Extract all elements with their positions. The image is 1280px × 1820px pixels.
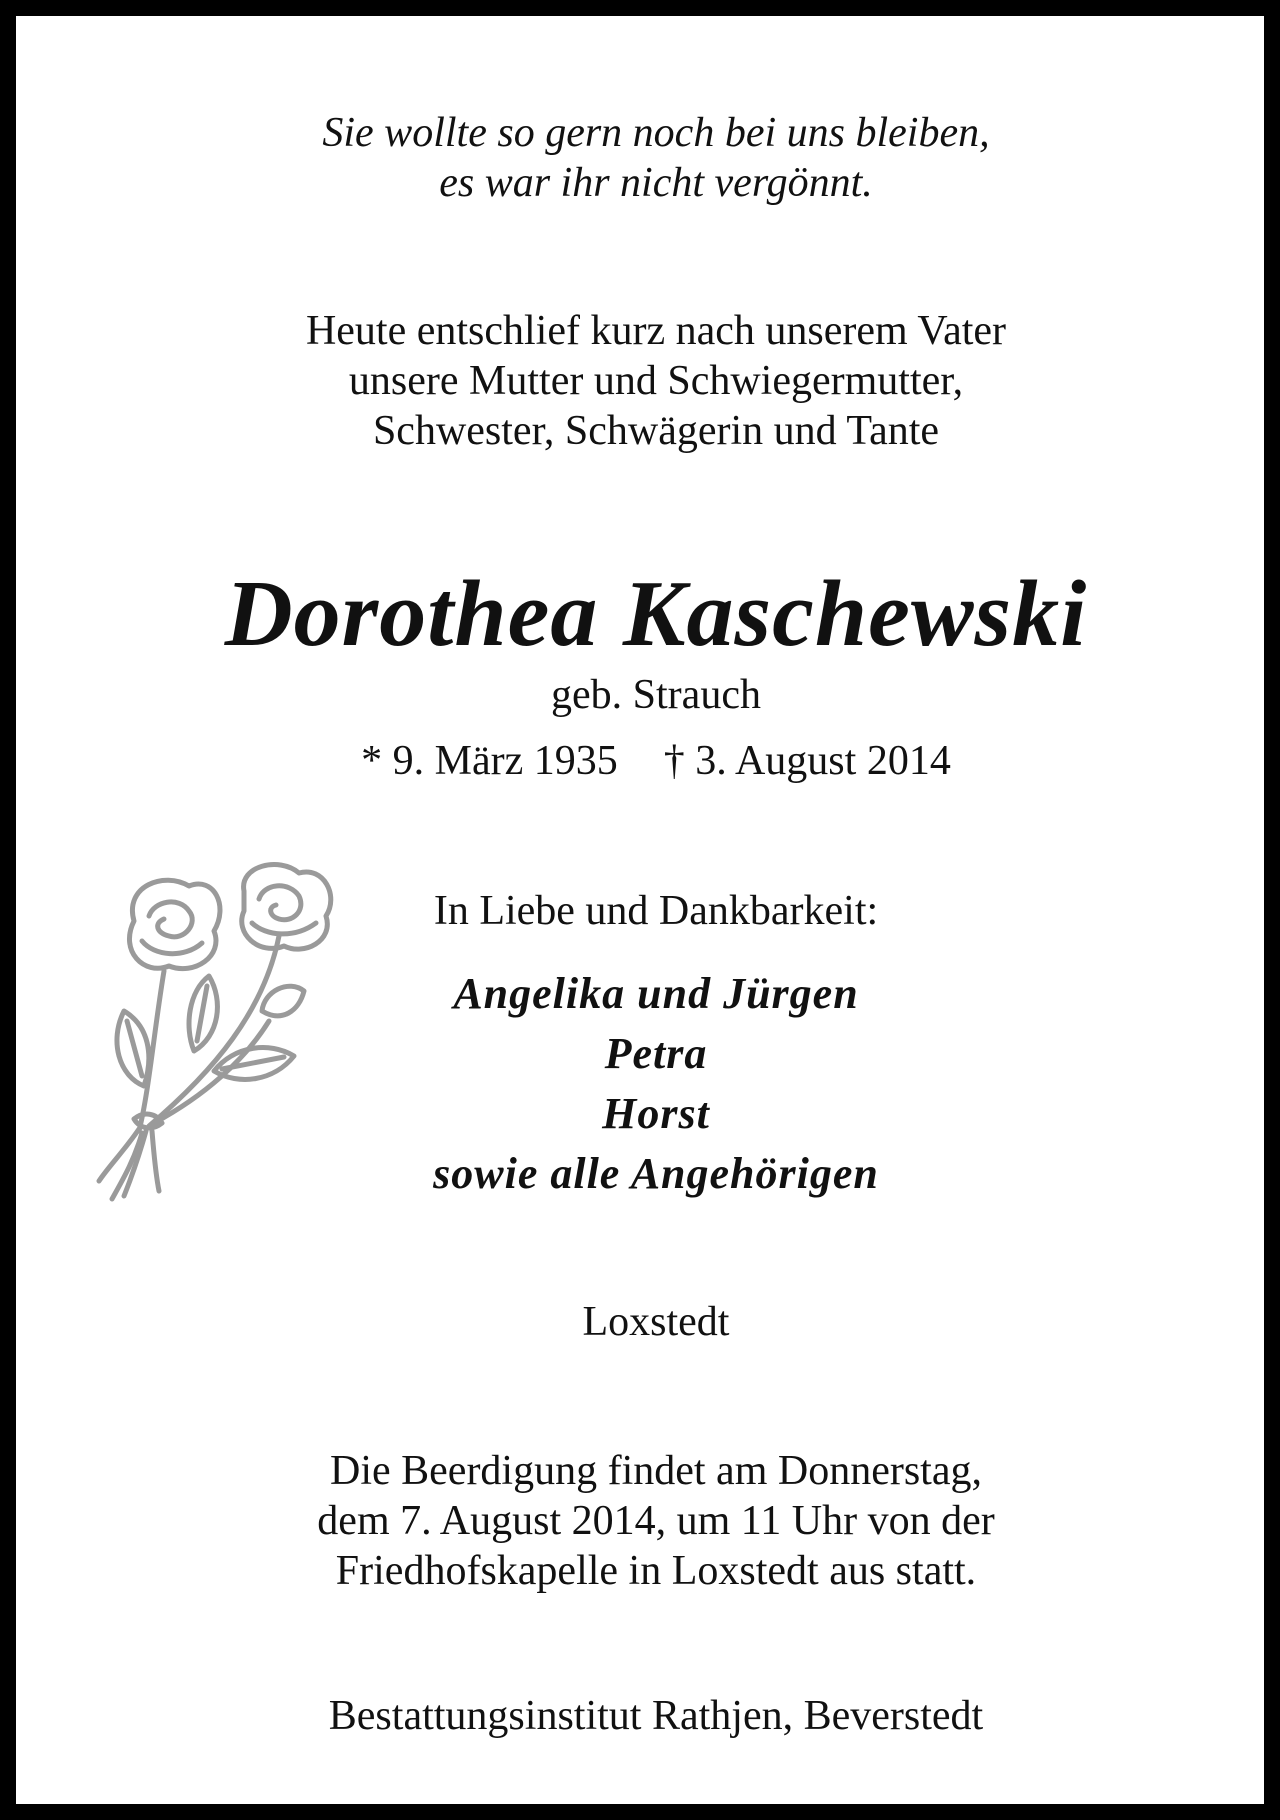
maiden-name: geb. Strauch [551,672,761,718]
intro-line-3: Schwester, Schwägerin und Tante [372,408,940,454]
motto-line-1: Sie wollte so gern noch bei uns bleiben, [322,110,990,156]
motto [16,108,1280,208]
mourner-name: Horst [602,1089,710,1138]
intro-line-2: unsere Mutter und Schwiegermutter, [348,358,964,404]
life-dates [16,735,1280,787]
death-date: † 3. August 2014 [663,738,951,784]
intro-line-1: Heute entschlief kurz nach unserem Vater [305,308,1007,354]
funeral-line-1: Die Beerdigung findet am Donnerstag, [330,1448,982,1494]
mourner-name: Petra [604,1029,708,1078]
mourners-list [16,964,1280,1204]
dedication: In Liebe und Dankbarkeit: [433,888,879,934]
intro-text [16,306,1280,456]
funeral-line-3: Friedhofskapelle in Loxstedt aus statt. [335,1548,977,1594]
funeral-details [16,1446,1280,1596]
deceased-name: Dorothea Kaschewski [224,562,1088,666]
mourner-name: sowie alle Angehörigen [433,1149,879,1198]
place-name: Loxstedt [582,1299,730,1345]
funeral-line-2: dem 7. August 2014, um 11 Uhr von der [317,1498,995,1544]
mourner-name: Angelika und Jürgen [453,969,859,1018]
motto-line-2: es war ihr nicht vergönnt. [439,160,873,206]
birth-date: * 9. März 1935 [361,738,618,784]
undertaker: Bestattungsinstitut Rathjen, Beverstedt [328,1693,984,1739]
